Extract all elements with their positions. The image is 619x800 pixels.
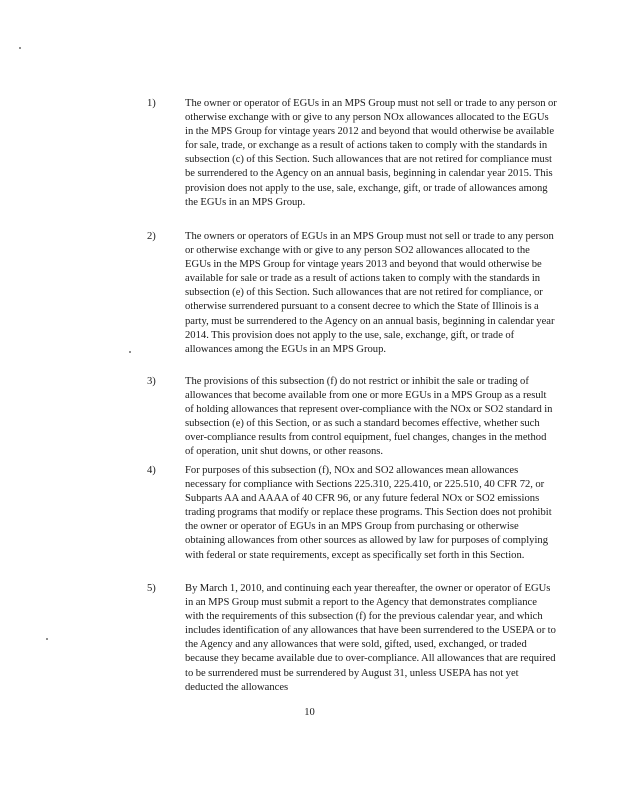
item-number: 1) xyxy=(147,98,156,109)
item-number: 3) xyxy=(147,376,156,387)
page-number: 10 xyxy=(304,707,315,718)
item-number: 4) xyxy=(147,465,156,476)
item-text: By March 1, 2010, and continuing each year thereafter, the owner or operator of EGUs in an MPS Group must submit a report to the Agency that demonstrates compliance with the requirements of this subsection (f) for the previous calendar year, and which includes identification of any allowances that have been surrendered to the USEPA or to the Agency and any allowances that were sold, gifted, used, exchanged, or traded because they became available due to over-compliance. All allowances that are required to be surrendered must be surrendered by August 31, unless USEPA has not yet deducted the allowances xyxy=(185,583,556,693)
item-text: The owner or operator of EGUs in an MPS Group must not sell or trade to any person or otherwise exchange with or give to any person NOx allowances allocated to the EGUs in the MPS Group for vintage years 2012 and beyond that would otherwise be available for sale, trade, or exchange as a result of actions taken to comply with the standards in subsection (c) of this Section. Such allowances that are not retired for compliance must be surrendered to the Agency on an annual basis, beginning in calendar year 2015. This provision does not apply to the use, sale, exchange, gift, or trade of allowances among the EGUs in an MPS Group. xyxy=(185,98,557,208)
scan-speck xyxy=(19,47,21,49)
scan-speck xyxy=(129,351,131,353)
item-text: The owners or operators of EGUs in an MPS Group must not sell or trade to any person or otherwise exchange with or give to any person SO2 allowances allocated to the EGUs in the MPS Group for vintage years 2013 and beyond that would otherwise be available for sale or trade as a result of actions taken to comply with the standards in subsection (e) of this Section. Such allowances that are not retired for compliance, or otherwise surrendered pursuant to a consent decree to which the State of Illinois is a party, must be surrendered to the Agency on an annual basis, beginning in calendar year 2014. This provision does not apply to the use, sale, exchange, gift, or trade of allowances among the EGUs in an MPS Group. xyxy=(185,231,555,355)
item-number: 5) xyxy=(147,583,156,594)
item-number: 2) xyxy=(147,231,156,242)
item-text: The provisions of this subsection (f) do not restrict or inhibit the sale or trading of allowances that become available from one or more EGUs in a MPS Group as a result of holding allowances that represent over-compliance with the NOx or SO2 standard in subsection (e) of this Section, or as such a standard becomes effective, whether such over-compliance results from control equipment, fuel changes, changes in the method of operation, unit shut downs, or other reasons. xyxy=(185,376,553,458)
item-text: For purposes of this subsection (f), NOx and SO2 allowances mean allowances necessary for compliance with Sections 225.310, 225.410, or 225.510, 40 CFR 72, or Subparts AA and AAAA of 40 CFR 96, or any future federal NOx or SO2 emissions trading programs that modify or replace these programs. This Section does not prohibit the owner or operator of EGUs in an MPS Group from purchasing or otherwise obtaining allowances from other sources as allowed by law for purposes of complying with federal or state requirements, except as specifically set forth in this Section. xyxy=(185,465,552,561)
scan-speck xyxy=(46,638,48,640)
